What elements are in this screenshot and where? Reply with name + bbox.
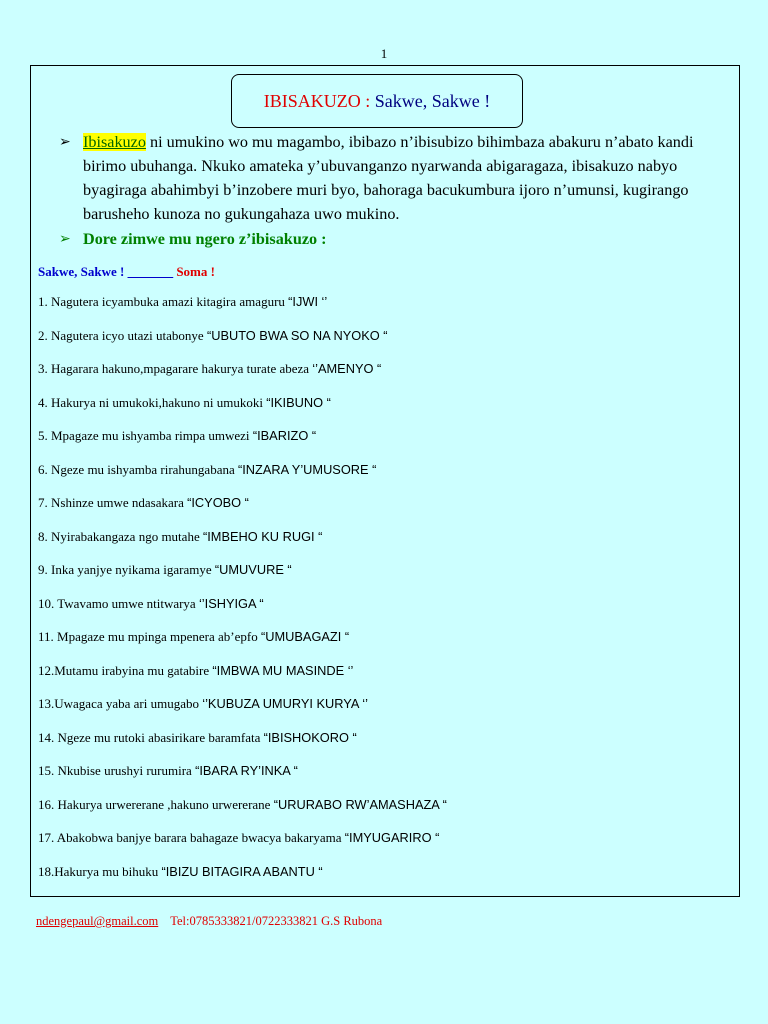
- examples-heading: [55, 227, 731, 251]
- list-item: [38, 328, 734, 362]
- list-item: [38, 763, 734, 797]
- list-item: [38, 596, 734, 630]
- list-item: [38, 864, 734, 898]
- list-item: [38, 696, 734, 730]
- riddle-answer: “IJWI ‘’: [288, 294, 328, 309]
- riddle-text: 14. Ngeze mu rutoki abasirikare baramfata: [38, 729, 264, 745]
- riddle-text: 3. Hagarara hakuno,mpagarare hakurya turate abeza: [38, 361, 313, 376]
- intro-paragraph: [55, 130, 731, 226]
- sakwe-line: [38, 264, 215, 280]
- list-item: [38, 462, 734, 496]
- riddle-text: 18.Hakurya mu bihuku: [38, 863, 162, 879]
- examples-heading-text: Dore zimwe mu ngero z’ibisakuzo :: [83, 230, 327, 248]
- arrow-bullet-icon: ➢: [59, 134, 71, 150]
- list-item: [38, 495, 734, 529]
- riddle-answer: “URURABO RW’AMASHAZA “: [273, 796, 447, 812]
- riddle-text: 17. Abakobwa banjye barara bahagaze bwacya bakaryama: [38, 830, 345, 845]
- riddle-text: 9. Inka yanjye nyikama igaramye: [38, 562, 215, 577]
- list-item: [38, 428, 734, 462]
- title-main: IBISAKUZO :: [263, 91, 375, 111]
- riddle-text: 15. Nkubise urushyi rurumira: [38, 763, 196, 778]
- riddle-answer: “IBISHOKORO “: [263, 729, 357, 745]
- list-item: [38, 797, 734, 831]
- list-item: [38, 629, 734, 663]
- list-item: [38, 562, 734, 596]
- list-item: [38, 294, 734, 328]
- sakwe-blank: _______: [127, 264, 174, 279]
- list-item: [38, 529, 734, 563]
- intro-text: ni umukino wo mu magambo, ibibazo n’ibisubizo bihimbaza abakuru n’abato kandi birimo ubuhanga. Nkuko amateka y’ubuvanganzo nyarwanda abigaragaza, ibisakuzo nabyo byagiraga abahimbyi b’inzobere muri byo, bahoraga bacukumbura ijoro n’umunsi, kugirango barusheho kunoza no gukungahaza uwo mukino.: [83, 133, 694, 223]
- riddle-answer: “IMYUGARIRO “: [344, 830, 440, 845]
- riddle-text: 1. Nagutera icyambuka amazi kitagira amaguru: [38, 294, 289, 309]
- riddle-answer: “IBARA RY’INKA “: [195, 763, 298, 778]
- list-item: [38, 395, 734, 429]
- riddle-text: 12.Mutamu irabyina mu gatabire: [38, 662, 213, 678]
- intro-section: [55, 130, 731, 251]
- riddle-answer: “IMBWA MU MASINDE ‘’: [212, 662, 354, 678]
- riddle-answer: ‘’AMENYO “: [312, 361, 382, 376]
- list-item: [38, 663, 734, 697]
- riddle-text: 7. Nshinze umwe ndasakara: [38, 495, 188, 510]
- sakwe-call: Sakwe, Sakwe !: [38, 264, 128, 279]
- riddle-answer: “UMUBAGAZI “: [260, 629, 350, 644]
- riddle-text: 5. Mpagaze mu ishyamba rimpa umwezi: [38, 428, 253, 443]
- riddle-answer: “IMBEHO KU RUGI “: [202, 528, 323, 544]
- riddle-answer: “ICYOBO “: [187, 495, 249, 510]
- list-item: [38, 830, 734, 864]
- riddle-answer: “IBARIZO “: [252, 428, 317, 443]
- soma-response: Soma !: [173, 264, 215, 279]
- list-item: [38, 361, 734, 395]
- arrow-bullet-icon: ➢: [59, 231, 71, 247]
- intro-highlight: Ibisakuzo: [83, 133, 146, 151]
- riddle-answer: “INZARA Y’UMUSORE “: [237, 461, 377, 477]
- riddle-text: 8. Nyirabakangaza ngo mutahe: [38, 528, 203, 544]
- footer: [36, 914, 382, 929]
- title-box: [231, 74, 523, 128]
- content-frame: [30, 65, 740, 897]
- footer-contact: Tel:0785333821/0722333821 G.S Rubona: [170, 914, 383, 928]
- riddle-answer: “IBIZU BITAGIRA ABANTU “: [161, 863, 323, 879]
- riddle-text: 16. Hakurya urwererane ,hakuno urwererane: [38, 796, 274, 812]
- riddle-answer: ‘’KUBUZA UMURYI KURYA ‘’: [202, 696, 368, 711]
- riddle-list: [38, 294, 734, 897]
- riddle-text: 10. Twavamo umwe ntitwarya: [38, 595, 199, 611]
- page-number: 1: [380, 46, 388, 61]
- riddle-text: 13.Uwagaca yaba ari umugabo: [38, 696, 203, 711]
- riddle-answer: ‘’ISHYIGA “: [198, 595, 264, 611]
- riddle-answer: “IKIBUNO “: [266, 394, 331, 410]
- riddle-text: 4. Hakurya ni umukoki,hakuno ni umukoki: [38, 394, 267, 410]
- title-sub: Sakwe, Sakwe !: [374, 91, 491, 111]
- footer-email-link[interactable]: ndengepaul@gmail.com: [36, 914, 159, 928]
- riddle-text: 2. Nagutera icyo utazi utabonye: [38, 327, 207, 343]
- riddle-text: 6. Ngeze mu ishyamba rirahungabana: [38, 461, 238, 477]
- riddle-answer: “UMUVURE “: [214, 562, 292, 577]
- riddle-answer: “UBUTO BWA SO NA NYOKO “: [206, 327, 388, 343]
- riddle-text: 11. Mpagaze mu mpinga mpenera ab’epfo: [38, 629, 261, 644]
- list-item: [38, 730, 734, 764]
